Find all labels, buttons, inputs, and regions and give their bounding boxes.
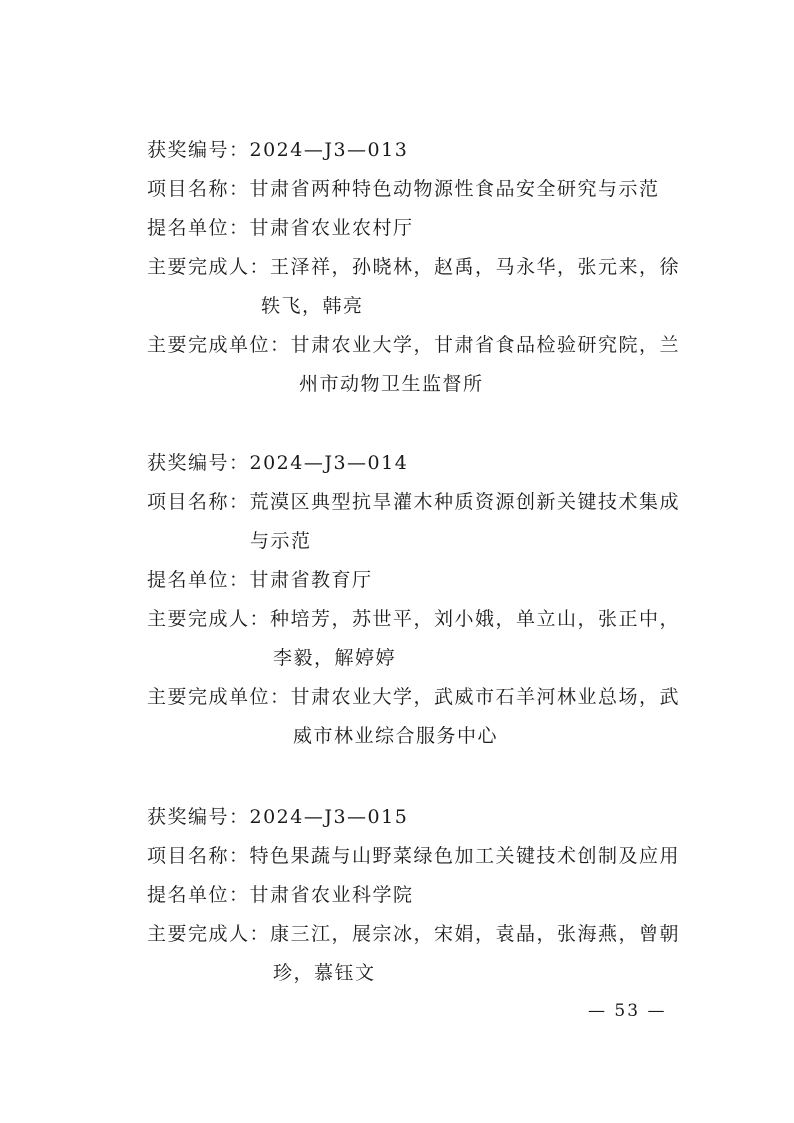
award-entry-013 (147, 131, 707, 404)
nominating-unit: 提名单位：甘肃省教育厅 (147, 569, 373, 591)
main-contributors-continued: 珍，慕钰文 (273, 962, 376, 984)
main-units-continued: 州市动物卫生监督所 (299, 373, 484, 395)
main-units: 主要完成单位：甘肃农业大学，武威市石羊河林业总场，武 (147, 686, 681, 708)
award-entry-014 (147, 444, 707, 756)
project-name: 项目名称：荒漠区典型抗旱灌木种质资源创新关键技术集成 (147, 491, 681, 513)
project-name-continued: 与示范 (250, 530, 312, 552)
award-number: 获奖编号：2024—J3—015 (147, 806, 409, 828)
award-number: 获奖编号：2024—J3—013 (147, 139, 409, 161)
main-contributors: 主要完成人：康三江，展宗冰，宋娟，袁晶，张海燕，曾朝 (147, 923, 681, 945)
page-number: — 53 — (588, 1001, 667, 1021)
main-units: 主要完成单位：甘肃农业大学，甘肃省食品检验研究院，兰 (147, 334, 681, 356)
nominating-unit: 提名单位：甘肃省农业科学院 (147, 884, 414, 906)
main-contributors: 主要完成人：王泽祥，孙晓林，赵禹，马永华，张元来，徐 (147, 256, 681, 278)
main-contributors: 主要完成人：种培芳，苏世平，刘小娥，单立山，张正中， (147, 608, 681, 630)
award-number: 获奖编号：2024—J3—014 (147, 452, 409, 474)
project-name: 项目名称：特色果蔬与山野菜绿色加工关键技术创制及应用 (147, 845, 681, 867)
main-contributors-continued: 李毅，解婷婷 (273, 647, 397, 669)
nominating-unit: 提名单位：甘肃省农业农村厅 (147, 217, 414, 239)
main-contributors-continued: 轶飞，韩亮 (261, 295, 364, 317)
main-units-continued: 威市林业综合服务中心 (293, 725, 499, 747)
award-entry-015 (147, 798, 707, 993)
project-name: 项目名称：甘肃省两种特色动物源性食品安全研究与示范 (147, 178, 660, 200)
